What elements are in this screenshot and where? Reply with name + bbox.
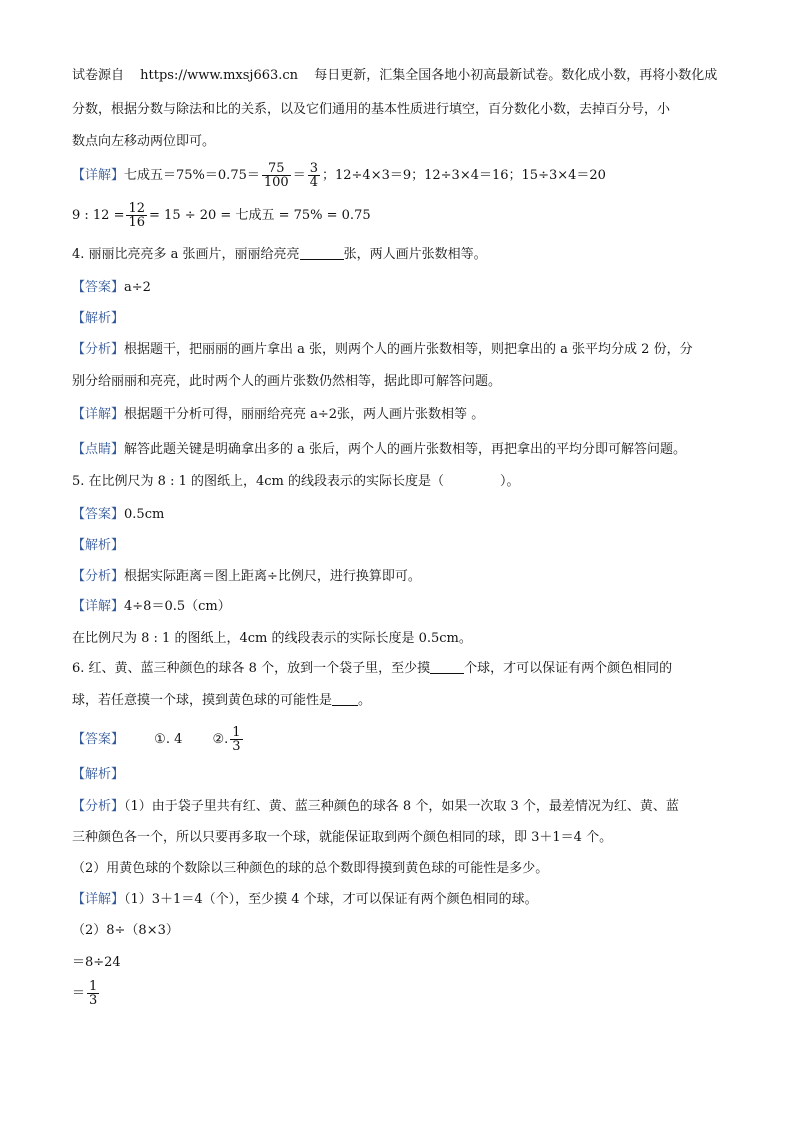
detail-tag: 【详解】 (72, 168, 125, 183)
source-url[interactable]: https://www.mxsj663.cn (140, 68, 299, 83)
q6-analysis-tag: 【解析】 (72, 767, 125, 782)
q6-calc-3: ＝ $\frac{1}{3}$ (72, 979, 98, 1008)
prev-line3: 数点向左移动两位即可。 (72, 134, 216, 149)
q4-fenxi-2: 别分给丽丽和亮亮，此时两个人的画片张数仍然相等，据此即可解答问题。 (72, 374, 502, 389)
q6-detail: 【详解】（1）3＋1＝4（个），至少摸 4 个球，才可以保证有两个颜色相同的球。 (72, 892, 538, 907)
q6-blank-1[interactable] (430, 673, 464, 674)
answer-tag: 【答案】 (72, 280, 125, 295)
q6-stem-1: 6. 红、黄、蓝三种颜色的球各 8 个，放到一个袋子里，至少摸 个球，才可以保证有两个颜色相同的 (72, 661, 673, 676)
q4-fenxi-1: 【分析】根据题干，把丽丽的画片拿出 a 张，则两个人的画片张数相等，则把拿出的 a 张平均分成 2 份，分 (72, 342, 693, 357)
q4-analysis-tag: 【解析】 (72, 311, 125, 326)
source-label: 试卷源自 (72, 68, 125, 83)
q5-conclusion: 在比例尺为 8 : 1 的图纸上，4cm 的线段表示的实际长度是 0.5cm。 (72, 631, 472, 646)
q6-calc-1: （2）8÷（8×3） (72, 923, 179, 938)
q6-calc-2: ＝8÷24 (72, 955, 121, 970)
prev-detail: 【详解】七成五＝75%＝0.75＝ $\frac{75}{100}$ ＝ $\frac{3}{4}$ ；12÷4×3＝9；12÷3×4＝16；15÷3×4＝20 (72, 161, 606, 190)
prev-line1-tail: 数化成小数，再将小数化成 (561, 68, 718, 83)
q6-answer: 【答案】 ①. 4 ②. $\frac{1}{3}$ (72, 725, 241, 754)
q5-detail: 【详解】4÷8＝0.5（cm） (72, 599, 231, 614)
q6-blank-2[interactable] (332, 705, 358, 706)
q4-stem: 4. 丽丽比亮亮多 a 张画片，丽丽给亮亮 张，两人画片张数相等。 (72, 247, 487, 262)
q4-blank[interactable] (300, 259, 344, 260)
q6-fenxi-1: 【分析】（1）由于袋子里共有红、黄、蓝三种颜色的球各 8 个，如果一次取 3 个，最差情况为红、黄、蓝 (72, 799, 679, 814)
q6-fenxi-3: （2）用黄色球的个数除以三种颜色的球的总个数即得摸到黄色球的可能性是多少。 (72, 861, 549, 876)
q4-answer: 【答案】a÷2 (72, 280, 151, 295)
q4-dianjing: 【点睛】解答此题关键是明确拿出多的 a 张后，两个人的画片张数相等，再把拿出的平均分即可解答问题。 (72, 442, 687, 457)
ratio-line: 9 : 12 = $\frac{12}{16}$ = 15 ÷ 20 = 七成五 = 75% = 0.75 (72, 201, 371, 230)
q5-stem: 5. 在比例尺为 8 : 1 的图纸上，4cm 的线段表示的实际长度是（ ）。 (72, 474, 520, 489)
fraction-1-3-final: $\frac{1}{3}$ (89, 979, 98, 1008)
q5-answer: 【答案】0.5cm (72, 507, 165, 522)
fraction-12-16: $\frac{12}{16}$ (128, 201, 146, 230)
fraction-75-100: $\frac{75}{100}$ (263, 161, 289, 190)
header-line (72, 68, 717, 84)
q5-fenxi: 【分析】根据实际距离＝图上距离÷比例尺，进行换算即可。 (72, 569, 421, 584)
prev-line2: 分数，根据分数与除法和比的关系，以及它们通用的基本性质进行填空，百分数化小数，去掉百分号，小 (72, 102, 671, 117)
q6-fenxi-2: 三种颜色各一个，所以只要再多取一个球，就能保证取到两个颜色相同的球，即 3＋1＝4 个。 (72, 830, 613, 845)
fraction-1-3: $\frac{1}{3}$ (232, 725, 241, 754)
fraction-3-4: $\frac{3}{4}$ (309, 161, 318, 190)
q6-stem-2: 球，若任意摸一个球，摸到黄色球的可能性是 。 (72, 693, 372, 708)
q5-analysis-tag: 【解析】 (72, 538, 125, 553)
tagline: 每日更新，汇集全国各地小初高最新试卷。 (314, 68, 562, 83)
q4-detail: 【详解】根据题干分析可得，丽丽给亮亮 a÷2张，两人画片张数相等 。 (72, 407, 485, 422)
